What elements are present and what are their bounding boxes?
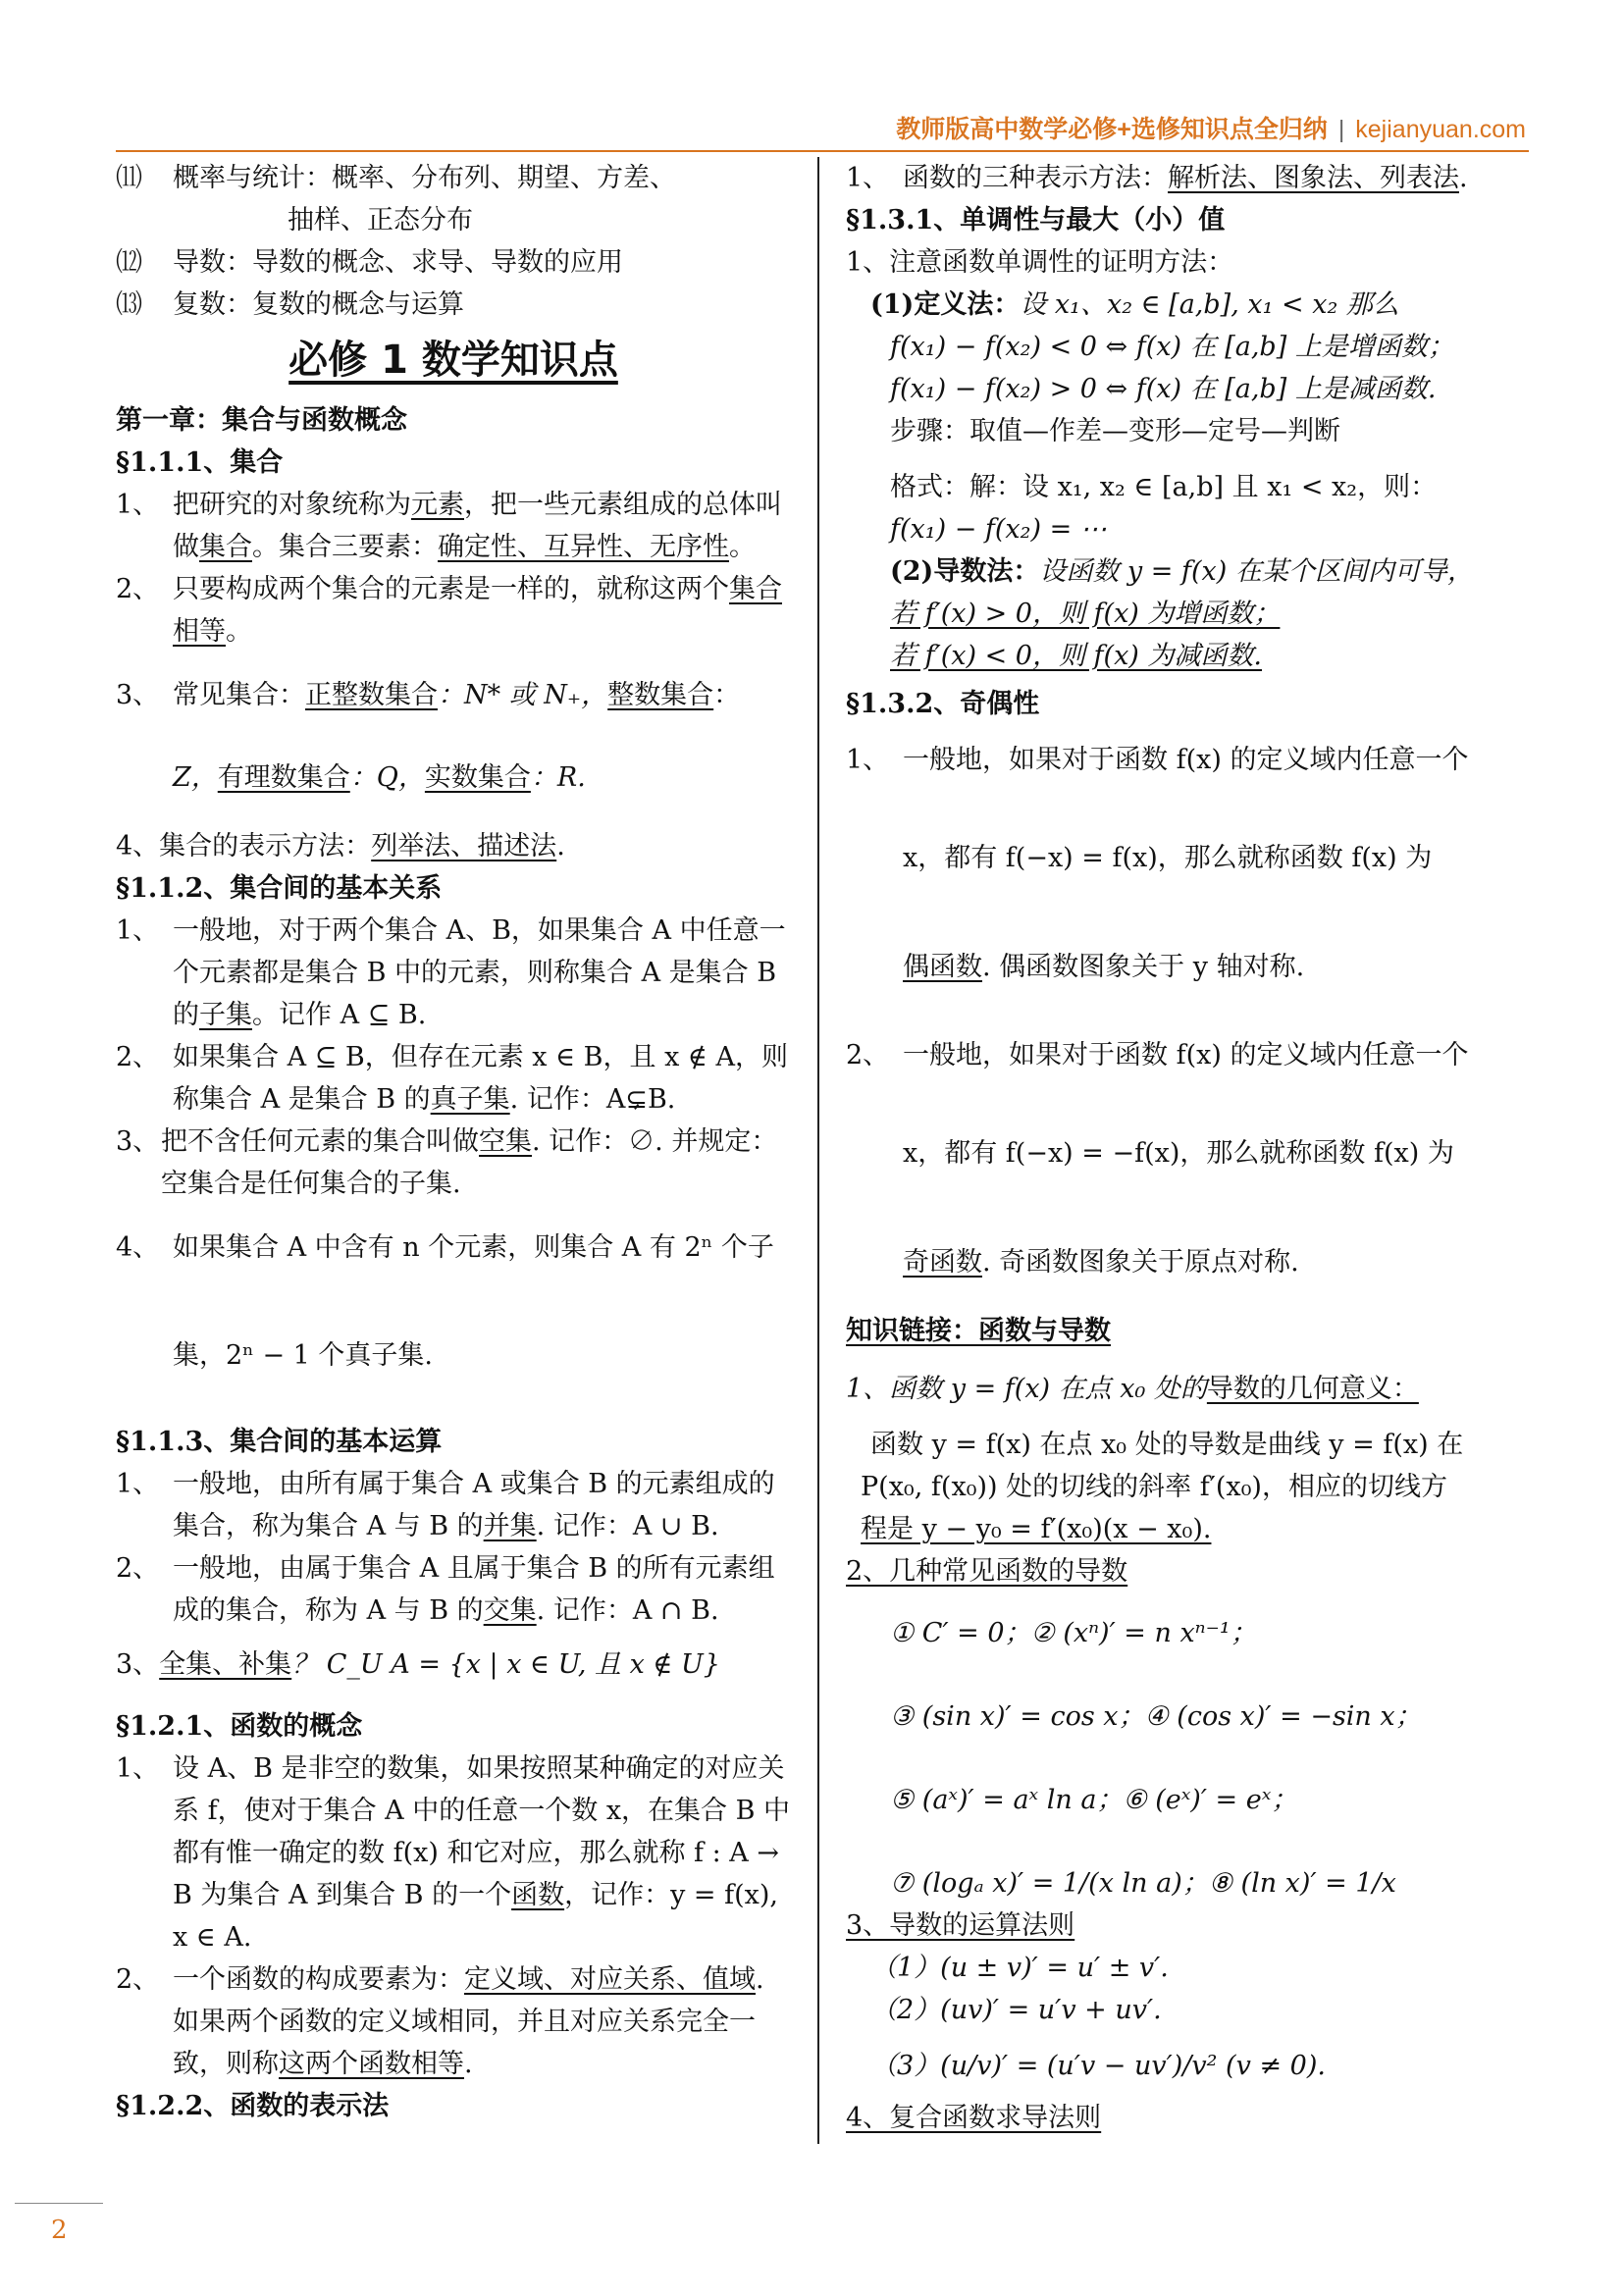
list-item: 2、 一般地，由属于集合 A 且属于集合 B 的所有元素组成的集合，称为 A 与 B 的交集. 记作：A ∩ B.: [116, 1553, 775, 1626]
derivative-formula: ⑤ (aˣ)′ = aˣ ln a；⑥ (eˣ)′ = eˣ；: [890, 1785, 1298, 1815]
subheading: 2、几种常见函数的导数: [846, 1556, 1128, 1587]
header-title: 教师版高中数学必修+选修知识点全归纳: [896, 116, 1328, 143]
format-text: 格式：解：设 x₁, x₂ ∈ [a,b] 且 x₁ < x₂，则：: [890, 472, 1438, 502]
knowledge-link-title: 知识链接：函数与导数: [846, 1316, 1111, 1346]
column-divider: [817, 157, 819, 2144]
left-column: [116, 157, 791, 2127]
overview-item: ⑾ 概率与统计：概率、分布列、期望、方差、 抽样、正态分布: [116, 163, 676, 235]
paragraph: P(x₀, f(x₀)) 处的切线的斜率 f′(x₀)，相应的切线方: [861, 1472, 1447, 1502]
section-title-1-1-3: §1.1.3、集合间的基本运算: [116, 1427, 443, 1457]
subheading: 4、复合函数求导法则: [846, 2103, 1102, 2133]
list-item-continuation: 偶函数. 偶函数图象关于 y 轴对称.: [903, 952, 1305, 982]
section-title-1-1-1: §1.1.1、集合: [116, 447, 284, 478]
paragraph: 函数 y = f(x) 在点 x₀ 处的导数是曲线 y = f(x) 在: [870, 1430, 1464, 1460]
paragraph: 1、注意函数单调性的证明方法：: [846, 247, 1234, 278]
list-item-continuation: 集，2ⁿ − 1 个真子集.: [173, 1340, 433, 1371]
right-column: [846, 157, 1533, 2139]
method-derivative: (2)导数法：设函数 y = f(x) 在某个区间内可导，: [890, 556, 1474, 587]
list-item: 1、 一般地，由所有属于集合 A 或集合 B 的元素组成的集合，称为集合 A 与 B 的并集. 记作：A ∪ B.: [116, 1469, 775, 1541]
method-definition: (1)定义法：设 x₁、x₂ ∈ [a,b], x₁ < x₂ 那么: [870, 289, 1399, 320]
derivative-formula: ① C′ = 0；② (xⁿ)′ = n xⁿ⁻¹；: [890, 1618, 1257, 1648]
list-item: 1、 把研究的对象统称为元素，把一些元素组成的总体叫做集合。集合三要素：确定性、互异性、无序性。: [116, 490, 782, 562]
list-item: 2、 只要构成两个集合的元素是一样的，就称这两个集合相等。: [116, 574, 782, 647]
section-title-1-3-1: §1.3.1、单调性与最大（小）值: [846, 205, 1226, 235]
subheading: 3、导数的运算法则: [846, 1910, 1075, 1941]
steps-text: 步骤：取值—作差—变形—定号—判断: [890, 416, 1340, 446]
list-item: 2、 如果集合 A ⊆ B，但存在元素 x ∈ B，且 x ∉ A，则称集合 A 是集合 B 的真子集. 记作：A⊊B.: [116, 1042, 788, 1115]
paragraph: 1、函数 y = f(x) 在点 x₀ 处的导数的几何意义：: [846, 1374, 1419, 1404]
list-item: 3、 常见集合：正整数集合：N* 或 N₊，整数集合：: [116, 680, 741, 710]
section-title-1-1-2: §1.1.2、集合间的基本关系: [116, 873, 443, 904]
section-title-1-3-2: §1.3.2、奇偶性: [846, 689, 1040, 719]
formula: f(x₁) − f(x₂) < 0 ⇔ f(x) 在 [a,b] 上是增函数；: [890, 332, 1454, 362]
rule: （2）(uv)′ = u′v + uv′.: [870, 1995, 1162, 2025]
rule: （3）(u/v)′ = (u′v − uv′)/v² (v ≠ 0).: [870, 2051, 1326, 2081]
page-number: 2: [51, 2216, 68, 2245]
rule: （1）(u ± v)′ = u′ ± v′.: [870, 1953, 1169, 1983]
header-site-link[interactable]: kejianyuan.com: [1355, 116, 1526, 143]
page-header: [896, 110, 1526, 145]
overview-item: ⒀ 复数：复数的概念与运算: [116, 289, 464, 320]
header-rule: [116, 150, 1529, 152]
chapter-title: 第一章：集合与函数概念: [116, 405, 407, 436]
list-item: 3、 把不含任何元素的集合叫做空集. 记作：∅. 并规定：空集合是任何集合的子集.: [116, 1126, 778, 1199]
formula: 若 f′(x) < 0，则 f(x) 为减函数.: [890, 641, 1263, 671]
list-item: 3、全集、补集？ C_U A = {x | x ∈ U, 且 x ∉ U}: [116, 1649, 720, 1680]
list-item-continuation: x，都有 f(−x) = −f(x)，那么就称函数 f(x) 为: [903, 1138, 1454, 1169]
paragraph: 程是 y − y₀ = f′(x₀)(x − x₀).: [861, 1514, 1212, 1544]
list-item-continuation: Z，有理数集合：Q，实数集合：R.: [173, 762, 586, 793]
overview-item: ⑿ 导数：导数的概念、求导、导数的应用: [116, 247, 623, 278]
derivative-formula: ⑦ (logₐ x)′ = 1/(x ln a)；⑧ (ln x)′ = 1/x: [890, 1868, 1396, 1899]
footer-rule: [15, 2203, 103, 2204]
list-item: 2、 一个函数的构成要素为：定义域、对应关系、值域. 如果两个函数的定义域相同，并且对应关系完全一致，则称这两个函数相等.: [116, 1964, 764, 2079]
formula: f(x₁) − f(x₂) = ⋯: [890, 514, 1107, 545]
list-item: 1、 一般地，对于两个集合 A、B，如果集合 A 中任意一个元素都是集合 B 中的元素，则称集合 A 是集合 B 的子集。记作 A ⊆ B.: [116, 915, 786, 1030]
list-item: 2、 一般地，如果对于函数 f(x) 的定义域内任意一个: [846, 1040, 1469, 1070]
section-title-1-2-2: §1.2.2、函数的表示法: [116, 2091, 390, 2121]
list-item: 1、 设 A、B 是非空的数集，如果按照某种确定的对应关系 f，使对于集合 A 中的任意一个数 x，在集合 B 中都有惟一确定的数 f(x) 和它对应，那么就称 f : A → B 为集合 A 到集合 B 的一个函数，记作：y = f(x), x ∈ A.: [116, 1753, 791, 1953]
formula: 若 f′(x) > 0，则 f(x) 为增函数；: [890, 599, 1281, 629]
list-item: 1、 一般地，如果对于函数 f(x) 的定义域内任意一个: [846, 745, 1469, 775]
list-item: 4、 如果集合 A 中含有 n 个元素，则集合 A 有 2ⁿ 个子: [116, 1232, 774, 1263]
header-separator: |: [1337, 116, 1345, 143]
list-item-continuation: 奇函数. 奇函数图象关于原点对称.: [903, 1247, 1299, 1278]
section-title-1-2-1: §1.2.1、函数的概念: [116, 1711, 363, 1742]
list-item: 4、集合的表示方法：列举法、描述法.: [116, 831, 565, 861]
derivative-formula: ③ (sin x)′ = cos x；④ (cos x)′ = −sin x；: [890, 1701, 1422, 1732]
list-item-continuation: x，都有 f(−x) = f(x)，那么就称函数 f(x) 为: [903, 843, 1433, 873]
formula: f(x₁) − f(x₂) > 0 ⇔ f(x) 在 [a,b] 上是减函数.: [890, 374, 1437, 404]
list-item: 1、 函数的三种表示方法：解析法、图象法、列表法.: [846, 163, 1468, 193]
main-title: 必修 1 数学知识点: [288, 338, 618, 383]
